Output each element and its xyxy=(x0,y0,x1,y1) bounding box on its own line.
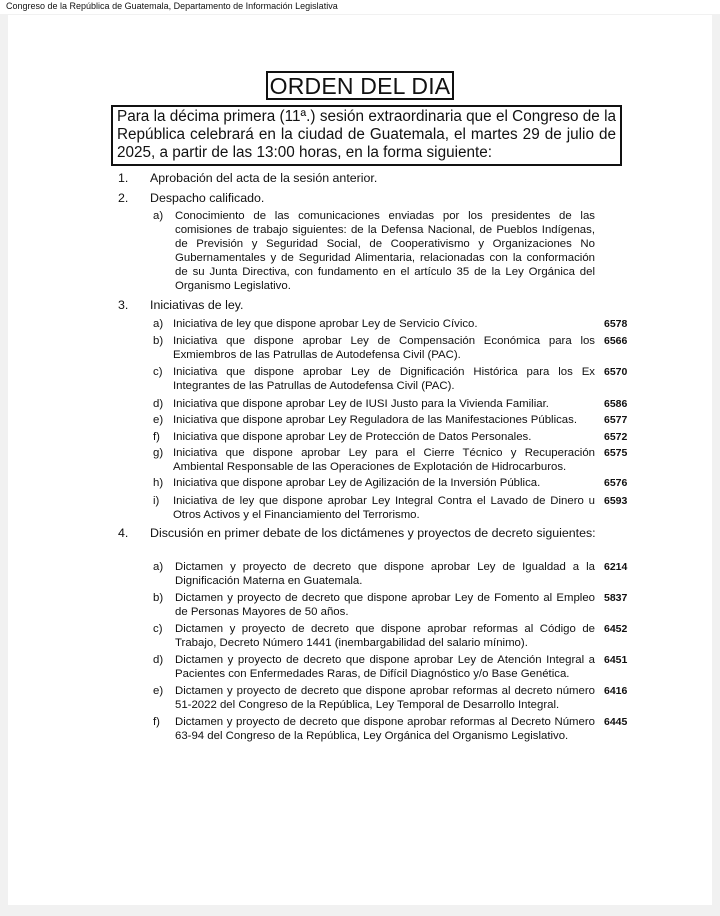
initiative-number: 6576 xyxy=(604,477,628,489)
sub-item-text: Iniciativa que dispone aprobar Ley de Compensación Económica para los Exmiembros de las Patrullas de Autodefensa Civil (PAC). xyxy=(173,335,595,361)
item-number: 4. xyxy=(118,526,129,540)
sub-item-letter: a) xyxy=(153,561,164,573)
item-number: 3. xyxy=(118,298,129,312)
sub-item-text: Dictamen y proyecto de decreto que dispone aprobar Ley de Fomento al Empleo de Personas Mayores de 50 años. xyxy=(175,592,595,618)
sub-item-text: Iniciativa que dispone aprobar Ley Reguladora de las Manifestaciones Públicas. xyxy=(173,414,577,426)
item-number: 1. xyxy=(118,171,129,185)
initiative-number: 6586 xyxy=(604,398,628,410)
sub-item-letter: g) xyxy=(153,447,164,459)
sub-item-text: Dictamen y proyecto de decreto que dispone aprobar reformas al decreto número 51-2022 del Congreso de la República, Ley Temporal de Desarrollo Integral. xyxy=(175,685,595,711)
sub-item-letter: a) xyxy=(153,318,164,330)
sub-item-letter: f) xyxy=(153,716,160,728)
dictamen-number: 6214 xyxy=(604,561,628,573)
item-label: Despacho calificado. xyxy=(150,191,265,205)
sub-item-letter: a) xyxy=(153,210,164,222)
sub-item-text: Dictamen y proyecto de decreto que dispone aprobar Ley de Igualdad a la Dignificación Materna en Guatemala. xyxy=(175,561,595,587)
initiative-number: 6575 xyxy=(604,447,628,459)
sub-item-text: Iniciativa que dispone aprobar Ley de IUSI Justo para la Vivienda Familiar. xyxy=(173,398,549,410)
dictamen-number: 6416 xyxy=(604,685,628,697)
sub-item-letter: c) xyxy=(153,366,163,378)
item-label: Aprobación del acta de la sesión anterior. xyxy=(150,171,378,185)
sub-item-letter: b) xyxy=(153,592,164,604)
initiative-number: 6577 xyxy=(604,414,628,426)
sub-item-letter: d) xyxy=(153,654,164,666)
dictamen-number: 6445 xyxy=(604,716,628,728)
sub-item-text: Conocimiento de las comunicaciones enviadas por los presidentes de las comisiones de trabajo siguientes: de la Defensa Nacional, de Pueblos Indígenas, de Previsión y Seguridad Social, de Cooperativismo y Organizaciones No Gubernamentales y de Seguridad Alimentaria, relacionadas con la conformación de su Junta Directiva, con fundamento en el artículo 35 de la Ley Orgánica del Organismo Legislativo. xyxy=(175,210,595,292)
item-label: Discusión en primer debate de los dictámenes y proyectos de decreto siguientes: xyxy=(150,526,596,540)
sub-item-letter: d) xyxy=(153,398,164,410)
item-number: 2. xyxy=(118,191,129,205)
dictamen-number: 6451 xyxy=(604,654,628,666)
page-title: ORDEN DEL DIA xyxy=(266,71,455,100)
initiative-number: 6572 xyxy=(604,431,628,443)
sub-item-letter: e) xyxy=(153,685,164,697)
dictamen-number: 5837 xyxy=(604,592,628,604)
sub-item-text: Dictamen y proyecto de decreto que dispone aprobar reformas al Código de Trabajo, Decreto Número 1441 (inembargabilidad del salario mínimo). xyxy=(175,623,595,649)
source-header: Congreso de la República de Guatemala, Departamento de Información Legislativa xyxy=(0,0,720,14)
sub-item-text: Iniciativa que dispone aprobar Ley de Protección de Datos Personales. xyxy=(173,431,532,443)
sub-item-text: Iniciativa de ley que dispone aprobar Ley de Servicio Cívico. xyxy=(173,318,478,330)
sub-item-letter: h) xyxy=(153,477,164,489)
initiative-number: 6566 xyxy=(604,335,628,347)
sub-item-letter: e) xyxy=(153,414,164,426)
sub-item-text: Iniciativa de ley que dispone aprobar Ley Integral Contra el Lavado de Dinero u Otros Activos y el Financiamiento del Terrorismo. xyxy=(173,495,595,521)
sub-item-text: Iniciativa que dispone aprobar Ley para el Cierre Técnico y Recuperación Ambiental Responsable de las Operaciones de Explotación de Hidrocarburos. xyxy=(173,447,595,473)
sub-item-text: Iniciativa que dispone aprobar Ley de Agilización de la Inversión Pública. xyxy=(173,477,541,489)
session-intro: Para la décima primera (11ª.) sesión extraordinaria que el Congreso de la República celebrará en la ciudad de Guatemala, el martes 29 de julio de 2025, a partir de las 13:00 horas, en la forma siguiente: xyxy=(111,105,622,166)
sub-item-text: Dictamen y proyecto de decreto que dispone aprobar Ley de Atención Integral a Pacientes con Enfermedades Raras, de Difícil Diagnóstico y/o Base Genética. xyxy=(175,654,595,680)
sub-item-letter: c) xyxy=(153,623,163,635)
sub-item-letter: b) xyxy=(153,335,164,347)
item-label: Iniciativas de ley. xyxy=(150,298,244,312)
sub-item-letter: i) xyxy=(153,495,160,507)
sub-item-text: Iniciativa que dispone aprobar Ley de Dignificación Histórica para los Ex Integrantes de las Patrullas de Autodefensa Civil (PAC). xyxy=(173,366,595,392)
dictamen-number: 6452 xyxy=(604,623,628,635)
sub-item-text: Dictamen y proyecto de decreto que dispone aprobar reformas al Decreto Número 63-94 del Congreso de la República, Ley Orgánica del Organismo Legislativo. xyxy=(175,716,595,742)
initiative-number: 6578 xyxy=(604,318,628,330)
sub-item-letter: f) xyxy=(153,431,160,443)
document-page xyxy=(8,15,712,905)
initiative-number: 6593 xyxy=(604,495,628,507)
initiative-number: 6570 xyxy=(604,366,628,378)
